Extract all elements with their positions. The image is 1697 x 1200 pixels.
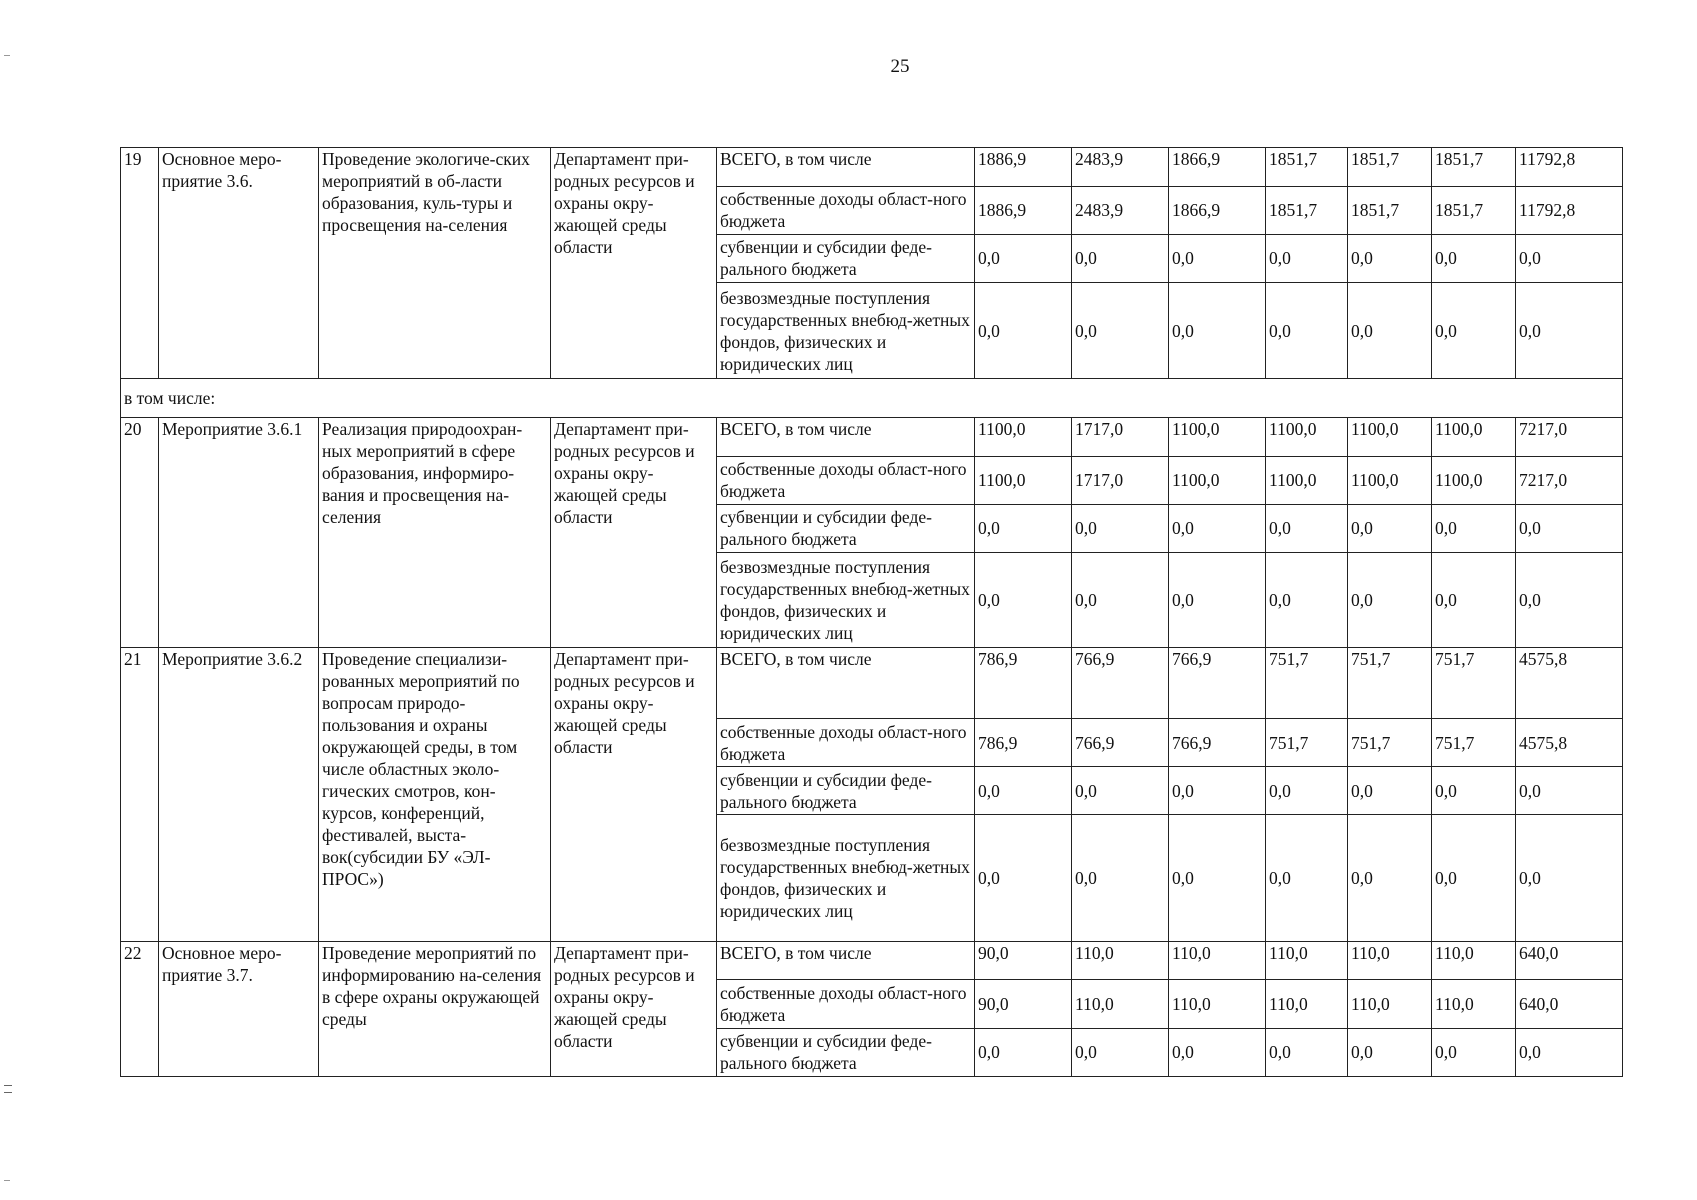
measure-name: Проведение экологиче-ских мероприятий в об-ласти образования, куль-туры и просвещения на-селения	[319, 148, 551, 379]
funding-source-label: собственные доходы област-ного бюджета	[717, 456, 975, 504]
funding-value: 0,0	[1516, 504, 1623, 552]
funding-source-label: субвенции и субсидии феде-рального бюджета	[717, 1028, 975, 1076]
page-number: 25	[890, 56, 910, 77]
funding-value: 0,0	[975, 282, 1072, 378]
funding-value: 1100,0	[975, 456, 1072, 504]
funding-value: 0,0	[1432, 504, 1516, 552]
funding-value: 751,7	[1432, 648, 1516, 719]
funding-value: 7217,0	[1516, 417, 1623, 456]
funding-source-label: собственные доходы област-ного бюджета	[717, 980, 975, 1028]
funding-value: 751,7	[1348, 719, 1432, 767]
funding-value: 1866,9	[1169, 148, 1266, 187]
measure-name: Реализация природоохран-ных мероприятий в сфере образования, информиро-вания и просвещения на-селения	[319, 417, 551, 647]
row-number: 22	[121, 941, 159, 1076]
funding-table	[120, 147, 1623, 1077]
measure-type: Основное меро-приятие 3.7.	[159, 941, 319, 1076]
funding-value: 1100,0	[1348, 456, 1432, 504]
funding-value: 1100,0	[1348, 417, 1432, 456]
row-number: 20	[121, 417, 159, 647]
funding-value: 640,0	[1516, 941, 1623, 980]
funding-value: 110,0	[1072, 980, 1169, 1028]
funding-value: 766,9	[1072, 648, 1169, 719]
funding-value: 0,0	[1348, 815, 1432, 941]
funding-value: 751,7	[1266, 648, 1348, 719]
funding-value: 110,0	[1348, 941, 1432, 980]
funding-value: 0,0	[1169, 504, 1266, 552]
funding-value: 786,9	[975, 719, 1072, 767]
funding-value: 0,0	[1516, 282, 1623, 378]
subsection-row	[121, 379, 1623, 418]
funding-value: 0,0	[1169, 282, 1266, 378]
funding-value: 0,0	[975, 767, 1072, 815]
funding-source-label: ВСЕГО, в том числе	[717, 148, 975, 187]
funding-value: 1100,0	[1432, 417, 1516, 456]
funding-value: 0,0	[975, 815, 1072, 941]
funding-value: 0,0	[1072, 1028, 1169, 1076]
funding-source-label: субвенции и субсидии феде-рального бюджета	[717, 234, 975, 282]
funding-value: 0,0	[1266, 504, 1348, 552]
funding-value: 1717,0	[1072, 417, 1169, 456]
funding-value: 1851,7	[1432, 186, 1516, 234]
funding-value: 1851,7	[1348, 148, 1432, 187]
funding-source-label: безвозмездные поступления государственных внебюд-жетных фондов, физических и юридических лиц	[717, 815, 975, 941]
funding-value: 0,0	[1072, 234, 1169, 282]
funding-value: 0,0	[975, 552, 1072, 647]
funding-value: 0,0	[1432, 282, 1516, 378]
funding-source-label: ВСЕГО, в том числе	[717, 417, 975, 456]
funding-value: 1100,0	[1266, 456, 1348, 504]
executor: Департамент при-родных ресурсов и охраны окру-жающей среды области	[551, 648, 717, 942]
margin-tick	[4, 1180, 10, 1181]
executor: Департамент при-родных ресурсов и охраны окру-жающей среды области	[551, 417, 717, 647]
funding-value: 0,0	[1266, 234, 1348, 282]
measure-row	[121, 941, 1623, 980]
funding-value: 90,0	[975, 980, 1072, 1028]
funding-value: 0,0	[1432, 234, 1516, 282]
funding-value: 0,0	[1169, 234, 1266, 282]
measure-name: Проведение специализи-рованных мероприятий по вопросам природо-пользования и охраны окружающей среды, в том числе областных эколо-гических смотров, кон-курсов, конференций, фестивалей, выста-вок(субсидии БУ «ЭЛ-ПРОС»)	[319, 648, 551, 942]
funding-value: 110,0	[1169, 980, 1266, 1028]
funding-value: 0,0	[1348, 504, 1432, 552]
funding-value: 0,0	[1169, 1028, 1266, 1076]
funding-value: 0,0	[1169, 815, 1266, 941]
funding-value: 0,0	[1266, 767, 1348, 815]
funding-value: 0,0	[1516, 767, 1623, 815]
funding-value: 1851,7	[1266, 148, 1348, 187]
row-number: 21	[121, 648, 159, 942]
funding-source-label: безвозмездные поступления государственных внебюд-жетных фондов, физических и юридических лиц	[717, 552, 975, 647]
measure-type: Мероприятие 3.6.1	[159, 417, 319, 647]
funding-value: 0,0	[975, 234, 1072, 282]
funding-value: 0,0	[975, 1028, 1072, 1076]
measure-type: Мероприятие 3.6.2	[159, 648, 319, 942]
funding-value: 0,0	[1432, 1028, 1516, 1076]
funding-value: 766,9	[1072, 719, 1169, 767]
executor: Департамент при-родных ресурсов и охраны окру-жающей среды области	[551, 941, 717, 1076]
funding-value: 1886,9	[975, 148, 1072, 187]
funding-value: 0,0	[1432, 815, 1516, 941]
measure-row	[121, 148, 1623, 187]
funding-value: 4575,8	[1516, 648, 1623, 719]
funding-value: 640,0	[1516, 980, 1623, 1028]
margin-tick	[4, 55, 10, 56]
funding-value: 0,0	[1072, 504, 1169, 552]
funding-value: 1886,9	[975, 186, 1072, 234]
funding-value: 1100,0	[1169, 456, 1266, 504]
funding-value: 1100,0	[1432, 456, 1516, 504]
funding-value: 110,0	[1266, 941, 1348, 980]
funding-value: 0,0	[1348, 767, 1432, 815]
measure-row	[121, 648, 1623, 719]
funding-value: 0,0	[1072, 552, 1169, 647]
funding-value: 1851,7	[1348, 186, 1432, 234]
funding-value: 0,0	[1072, 815, 1169, 941]
funding-source-label: безвозмездные поступления государственных внебюд-жетных фондов, физических и юридических лиц	[717, 282, 975, 378]
funding-value: 110,0	[1432, 941, 1516, 980]
funding-value: 0,0	[1072, 282, 1169, 378]
funding-value: 110,0	[1266, 980, 1348, 1028]
funding-value: 7217,0	[1516, 456, 1623, 504]
funding-value: 110,0	[1348, 980, 1432, 1028]
funding-value: 0,0	[1516, 552, 1623, 647]
funding-value: 0,0	[1072, 767, 1169, 815]
funding-value: 1851,7	[1432, 148, 1516, 187]
funding-value: 0,0	[1169, 552, 1266, 647]
funding-value: 0,0	[1516, 815, 1623, 941]
funding-source-label: ВСЕГО, в том числе	[717, 648, 975, 719]
funding-value: 2483,9	[1072, 186, 1169, 234]
funding-source-label: субвенции и субсидии феде-рального бюджета	[717, 767, 975, 815]
funding-value: 0,0	[1266, 815, 1348, 941]
funding-value: 0,0	[975, 504, 1072, 552]
funding-value: 0,0	[1266, 282, 1348, 378]
funding-value: 0,0	[1432, 552, 1516, 647]
funding-value: 1100,0	[975, 417, 1072, 456]
funding-value: 751,7	[1266, 719, 1348, 767]
funding-value: 786,9	[975, 648, 1072, 719]
funding-value: 110,0	[1432, 980, 1516, 1028]
funding-value: 4575,8	[1516, 719, 1623, 767]
funding-value: 0,0	[1516, 234, 1623, 282]
funding-value: 110,0	[1169, 941, 1266, 980]
funding-value: 11792,8	[1516, 186, 1623, 234]
subsection-label: в том числе:	[121, 379, 1623, 418]
funding-source-label: ВСЕГО, в том числе	[717, 941, 975, 980]
funding-value: 110,0	[1072, 941, 1169, 980]
funding-value: 1866,9	[1169, 186, 1266, 234]
funding-value: 2483,9	[1072, 148, 1169, 187]
row-number: 19	[121, 148, 159, 379]
funding-source-label: собственные доходы област-ного бюджета	[717, 719, 975, 767]
funding-value: 11792,8	[1516, 148, 1623, 187]
funding-value: 0,0	[1432, 767, 1516, 815]
funding-value: 1717,0	[1072, 456, 1169, 504]
funding-value: 0,0	[1266, 552, 1348, 647]
funding-value: 0,0	[1348, 234, 1432, 282]
funding-value: 0,0	[1348, 282, 1432, 378]
margin-mark	[4, 1085, 12, 1093]
funding-value: 1100,0	[1169, 417, 1266, 456]
funding-value: 0,0	[1516, 1028, 1623, 1076]
funding-value: 766,9	[1169, 648, 1266, 719]
funding-value: 0,0	[1348, 1028, 1432, 1076]
funding-value: 1851,7	[1266, 186, 1348, 234]
measure-type: Основное меро-приятие 3.6.	[159, 148, 319, 379]
measure-row	[121, 417, 1623, 456]
executor: Департамент при-родных ресурсов и охраны окру-жающей среды области	[551, 148, 717, 379]
funding-value: 766,9	[1169, 719, 1266, 767]
funding-value: 0,0	[1348, 552, 1432, 647]
funding-value: 0,0	[1169, 767, 1266, 815]
funding-value: 0,0	[1266, 1028, 1348, 1076]
funding-source-label: собственные доходы област-ного бюджета	[717, 186, 975, 234]
funding-value: 751,7	[1348, 648, 1432, 719]
funding-source-label: субвенции и субсидии феде-рального бюджета	[717, 504, 975, 552]
measure-name: Проведение мероприятий по информированию на-селения в сфере охраны окружающей среды	[319, 941, 551, 1076]
funding-value: 1100,0	[1266, 417, 1348, 456]
funding-value: 751,7	[1432, 719, 1516, 767]
funding-value: 90,0	[975, 941, 1072, 980]
